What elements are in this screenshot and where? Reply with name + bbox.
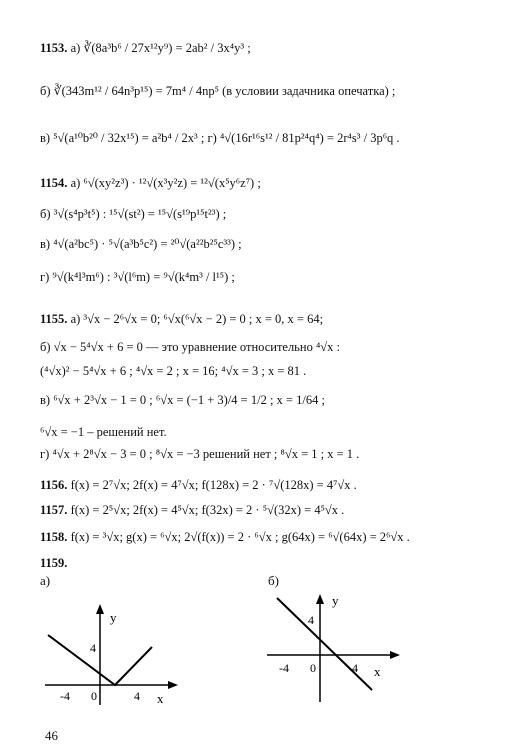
graph-a-label: а) [40,573,51,588]
page-number: 46 [45,728,58,743]
graph-b-line [277,598,372,690]
graph-b [262,590,402,705]
problem-text: б) ∛(343m¹² / 64n³p¹⁵) = 7m⁴ / 4np⁵ (в условии задачника опечатка) ; [40,84,396,98]
problem-text: f(x) = 2⁷√x; 2f(x) = 4⁷√x; f(128x) = 2 · ⁷√(128x) = 4⁷√x . [70,478,357,492]
problem-number: 1157. [40,503,68,517]
problem-line [40,130,400,146]
problem-line [40,83,395,99]
graph-b-tick-y: 4 [308,613,314,627]
graph-b-tick-neg: -4 [279,661,289,675]
problem-line [40,393,325,408]
problem-text: f(x) = 2⁵√x; 2f(x) = 4⁵√x; f(32x) = 2 · ⁵√(32x) = 4⁵√x . [70,503,345,517]
problem-line [40,270,235,285]
problem-line [40,478,357,493]
problem-line [40,364,306,379]
graph-b-label: б) [268,573,279,588]
problem-line [40,312,323,327]
problem-text: г) ⁴√x + 2⁸√x − 3 = 0 ; ⁸√x = −3 решений нет ; ⁸√x = 1 ; x = 1 . [40,447,360,461]
problem-text: ⁶√x = −1 – решений нет. [40,425,167,439]
problem-line [40,176,261,191]
problem-number: 1159. [40,556,68,570]
problem-text: f(x) = ³√x; g(x) = ⁶√x; 2√(f(x)) = 2 · ⁶√x ; g(64x) = ⁶√(64x) = 2⁶√x . [70,530,410,544]
problem-number: 1156. [40,478,68,492]
problem-line [40,503,344,518]
problem-number: 1155. [40,312,68,326]
problem-text: г) ⁹√(k⁴l³m⁶) : ³√(l⁶m) = ⁹√(k⁴m³ / l¹⁵) ; [40,270,235,284]
graph-a-x-arrow [168,681,178,689]
problem-line [40,556,67,571]
graph-a-x-label: x [157,691,164,706]
problem-line [40,40,251,56]
problem-number: 1154. [40,176,68,190]
graph-b-tick-pos: 4 [352,661,358,675]
graph-a-tick-pos: 4 [134,689,140,703]
problem-line [40,340,340,355]
problem-line [40,425,167,440]
problem-text: в) ⁵√(a¹⁰b²⁰ / 32x¹⁵) = a²b⁴ / 2x³ ; г) ⁴√(16r¹⁶s¹² / 81p²⁴q⁴) = 2r⁴s³ / 3p⁶q . [40,131,400,145]
problem-text: б) ³√(s⁴p³t⁵) : ¹⁵√(st²) = ¹⁵√(s¹⁹p¹⁵t²³) ; [40,207,227,221]
problem-line [40,236,242,252]
problem-text: в) ⁶√x + 2³√x − 1 = 0 ; ⁶√x = (−1 + 3)/4 = 1/2 ; x = 1/64 ; [40,393,325,407]
problem-text: а) ∛(8a³b⁶ / 27x¹²y⁹) = 2ab² / 3x⁴y³ ; [70,41,251,55]
problem-number: 1153. [40,41,68,55]
graph-a [40,590,180,710]
graph-a-tick-neg: -4 [60,689,70,703]
graph-b-x-label: x [374,664,381,679]
graph-b-y-label: y [332,593,339,608]
problem-number: 1158. [40,530,68,544]
problem-text: а) ³√x − 2⁶√x = 0; ⁶√x(⁶√x − 2) = 0 ; x = 0, x = 64; [70,312,324,326]
problem-text: в) ⁴√(a²bc⁵) · ⁵√(a³b⁵c²) = ²⁰√(a²²b²⁵c³³) ; [40,237,242,251]
problem-line [40,447,359,462]
problem-text: б) √x − 5⁴√x + 6 = 0 — это уравнение относительно ⁴√x : [40,340,341,354]
graph-a-y-label: y [110,610,117,625]
graph-a-tick-y: 4 [90,641,96,655]
graph-b-x-arrow [390,651,400,659]
problem-text: (⁴√x)² − 5⁴√x + 6 ; ⁴√x = 2 ; x = 16; ⁴√x = 3 ; x = 81 . [40,364,307,378]
problem-line [40,530,410,545]
problem-line [40,207,226,222]
problem-text: а) ⁶√(xy²z³) · ¹²√(x³y²z) = ¹²√(x⁵y⁶z⁷) ; [70,176,261,190]
graph-b-y-arrow [316,594,324,604]
graph-b-origin: 0 [310,661,316,675]
graph-a-y-arrow [96,604,104,614]
graph-a-origin: 0 [91,689,97,703]
